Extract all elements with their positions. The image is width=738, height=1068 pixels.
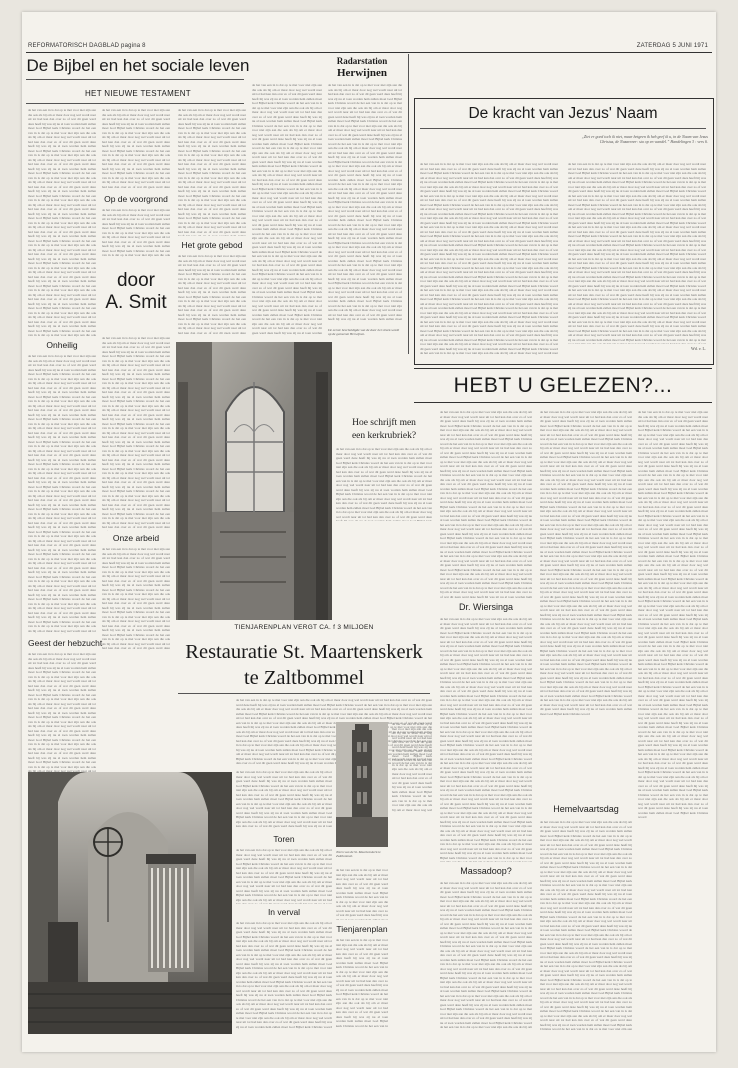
subhead-geest-der-hebzucht: Geest der hebzucht xyxy=(28,638,103,648)
bijbel-col2-text-2 xyxy=(102,208,170,258)
gelezen-top-rule xyxy=(414,368,712,369)
subhead-kerkrubriek: een kerkrubriek? xyxy=(351,431,417,441)
subhead-onheilig: Onheilig xyxy=(46,340,78,350)
page-header-right: ZATERDAG 5 JUNI 1971 xyxy=(636,43,708,49)
bijbel-title-rule xyxy=(26,79,244,80)
bijbel-col1-text xyxy=(28,108,96,338)
page-header-left: REFORMATORISCH DAGBLAD pagina 8 xyxy=(28,43,146,49)
bijbel-col2-text-3 xyxy=(102,336,170,531)
kracht-title: De kracht van Jezus' Naam xyxy=(468,105,658,122)
gelezen-col2-text-2 xyxy=(440,617,532,862)
radar-title-2: Herwijnen xyxy=(336,67,388,79)
radar-caption: De eerste beschuldigde van de door het streek wordt op de gemeente Herwijnen. xyxy=(328,328,400,337)
bijbel-title: De Bijbel en het sociale leven xyxy=(26,56,250,75)
restauratie-col1-text-2 xyxy=(236,848,332,904)
subhead-op-de-voorgrond: Op de voorgrond xyxy=(104,194,168,204)
bijbel-col1-text-2 xyxy=(28,354,96,634)
subhead-hemelvaartsdag: Hemelvaartsdag xyxy=(553,804,619,814)
kracht-signature: Wd. v. L. xyxy=(691,346,706,351)
gelezen-title: HEBT U GELEZEN?... xyxy=(453,374,673,397)
radar-col2-text xyxy=(328,83,402,323)
restauratie-title-1: Restauratie St. Maartenskerk xyxy=(185,641,423,663)
kracht-col1-text xyxy=(420,162,558,356)
subhead-het-grote-gebod: Het grote gebod xyxy=(181,240,243,250)
gelezen-col2-text-3 xyxy=(440,881,532,1029)
church-interior-graphic xyxy=(176,342,332,620)
bijbel-col2-text-4 xyxy=(102,547,170,651)
bijbel-series: HET NIEUWE TESTAMENT xyxy=(84,89,191,98)
bijbel-series-rule xyxy=(26,103,244,104)
subhead-hoe-schrijft-men: Hoe schrijft men xyxy=(352,418,416,428)
radar-divider xyxy=(408,54,409,354)
newspaper-page xyxy=(22,12,716,1052)
restauratie-kicker: TIENJARENPLAN VERGT CA. f 3 MILJOEN xyxy=(234,624,374,631)
subhead-onze-arbeid: Onze arbeid xyxy=(112,533,160,543)
restauratie-col1-text-3 xyxy=(236,921,332,1029)
tower-photo xyxy=(336,722,388,847)
organ-interior-photo xyxy=(28,772,232,1034)
gelezen-col2-text xyxy=(440,410,532,598)
subhead-massadoop: Massadoop? xyxy=(460,866,512,876)
gelezen-col4-text xyxy=(638,410,708,830)
tower-graphic xyxy=(336,722,388,847)
bijbel-byline-author: A. Smit xyxy=(105,292,167,313)
restauratie-col2-text-2 xyxy=(336,938,388,1029)
kracht-col2-text xyxy=(568,162,706,344)
radar-title-1: Radarstation xyxy=(336,56,388,66)
bijbel-byline-door: door xyxy=(116,270,156,291)
restauratie-col2-text xyxy=(336,868,388,920)
subhead-tienjarenplan: Tienjarenplan xyxy=(336,924,388,934)
restauratie-title-2: te Zaltbommel xyxy=(243,667,365,689)
restauratie-col3-text xyxy=(392,722,432,812)
gelezen-col3-text-2 xyxy=(540,820,632,1030)
subhead-in-verval: In verval xyxy=(267,907,301,917)
subhead-toren: Toren xyxy=(273,834,295,844)
bijbel-col3-text-2 xyxy=(178,254,246,334)
restauratie-col1-text xyxy=(236,770,332,830)
gelezen-bottom-rule xyxy=(414,402,712,403)
bijbel-col2-text xyxy=(102,108,170,190)
bijbel-col3-text xyxy=(178,108,246,236)
gelezen-col3-text xyxy=(540,410,632,800)
restauratie-title-rule xyxy=(178,693,430,694)
radar-col1-text xyxy=(252,83,322,335)
tower-caption: Toren van de St. Maartenskerk te Zaltbommel. xyxy=(336,850,381,859)
header-rule xyxy=(26,52,712,53)
kracht-title-rule xyxy=(420,128,706,129)
organ-graphic xyxy=(28,772,232,1034)
subhead-dr-wiersinga: Dr. Wiersinga xyxy=(458,602,513,612)
gelezen-col1-text xyxy=(336,447,432,521)
church-interior-photo xyxy=(176,342,332,620)
kracht-quote: „Ziet er goed toch ik niet, maar hetgeen ik heb geef ik u, in de Naam van Jezus Christus, de Nazarener: sta op en wandel.” Handelingen 3 : vers 6. xyxy=(581,134,708,145)
